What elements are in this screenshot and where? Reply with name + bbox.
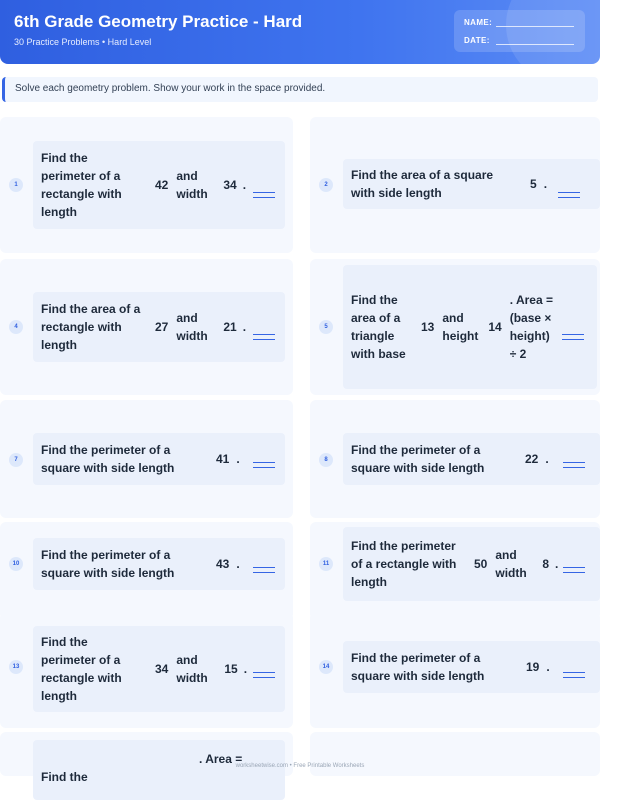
footer-credit: worksheetwise.com • Free Printable Worksheets: [235, 763, 365, 769]
problem-number: 11: [319, 557, 333, 571]
problem-tail: .: [242, 320, 247, 334]
problem-number: 2: [319, 178, 333, 192]
problem-text: Find the perimeter of a rectangle with length: [41, 151, 122, 219]
name-label: NAME:: [464, 18, 493, 27]
worksheet-title: 6th Grade Geometry Practice - Hard: [14, 12, 303, 31]
answer-blank[interactable]: [253, 462, 275, 468]
name-row: [464, 18, 492, 27]
answer-blank[interactable]: [563, 672, 585, 678]
problem-tail: .: [236, 452, 240, 466]
problem-tail: .: [555, 557, 559, 571]
problem-box: [33, 292, 285, 362]
problem-box: [33, 626, 285, 712]
problem-text: Find the perimeter of a square with side length: [351, 443, 485, 475]
problem-box: [343, 159, 600, 209]
answer-blank[interactable]: [558, 192, 580, 198]
problem-mid-text: and width: [176, 653, 208, 685]
problem-tail: .: [545, 452, 549, 466]
problem-box: [343, 265, 597, 389]
problem-card: [0, 259, 293, 395]
date-row: [464, 36, 490, 45]
date-label: DATE:: [464, 36, 490, 45]
problem-number: 14: [319, 660, 333, 674]
problem-text: Find the perimeter of a square with side length: [41, 548, 175, 580]
problem-card: [0, 612, 293, 728]
problem-card-partial: [310, 732, 600, 776]
value-a: 22: [525, 452, 539, 466]
problem-card: [0, 400, 293, 518]
problem-card: [310, 522, 600, 620]
problem-card: [0, 522, 293, 620]
value-b: 14: [488, 320, 502, 334]
value-b: 8: [542, 557, 550, 571]
problem-number: 7: [9, 453, 23, 467]
problem-box: [343, 641, 600, 693]
problem-mid-text: and width: [176, 311, 208, 343]
value-b: 21: [223, 320, 237, 334]
value-a: 42: [155, 178, 169, 192]
problem-card: [310, 400, 600, 518]
problem-mid-text: and height: [442, 311, 479, 343]
problem-number: 13: [9, 660, 23, 674]
answer-blank[interactable]: [563, 567, 585, 573]
problem-text: Find the perimeter of a rectangle with length: [351, 539, 457, 589]
problem-text: Find the: [41, 770, 88, 784]
problem-box: [33, 538, 285, 590]
worksheet-header: [0, 0, 600, 64]
problem-mid-text: and width: [176, 169, 208, 201]
problem-number: 4: [9, 320, 23, 334]
name-line[interactable]: [496, 26, 574, 27]
answer-blank[interactable]: [253, 334, 275, 340]
problem-tail: .: [242, 178, 247, 192]
name-date-box: [454, 10, 585, 52]
problem-number: 8: [319, 453, 333, 467]
problem-tail: .: [236, 557, 240, 571]
instructions-bar: [2, 77, 598, 102]
problem-text: Find the perimeter of a rectangle with length: [41, 635, 122, 703]
problem-text: Find the area of a square with side length: [351, 168, 494, 200]
problem-card: [310, 259, 600, 395]
problem-text: Find the area of a rectangle with length: [41, 302, 141, 352]
value-a: 43: [216, 557, 230, 571]
value-a: 19: [526, 660, 540, 674]
answer-blank[interactable]: [253, 672, 275, 678]
value-a: 13: [421, 320, 435, 334]
problem-tail: .: [243, 662, 248, 676]
instructions-text: Solve each geometry problem. Show your work in the space provided.: [15, 83, 326, 94]
value-b: 15: [224, 662, 238, 676]
problem-box: [33, 433, 285, 485]
problem-mid-text: and width: [495, 548, 527, 580]
problem-text: Find the area of a triangle with base: [351, 293, 406, 361]
value-a: 34: [155, 662, 169, 676]
value-a: 41: [216, 452, 230, 466]
answer-blank[interactable]: [563, 462, 585, 468]
problem-tail: .: [543, 177, 548, 191]
problem-number: 10: [9, 557, 23, 571]
value-a: 27: [155, 320, 169, 334]
worksheet-subtitle: 30 Practice Problems • Hard Level: [14, 37, 152, 47]
problem-text: Find the perimeter of a square with side length: [351, 651, 485, 683]
value-a: 50: [474, 557, 488, 571]
problem-card: [310, 117, 600, 253]
answer-blank[interactable]: [253, 567, 275, 573]
problem-card: [310, 612, 600, 728]
problem-text: Find the perimeter of a square with side length: [41, 443, 175, 475]
answer-blank[interactable]: [253, 192, 275, 198]
problem-box: [33, 141, 285, 229]
problem-tail: . Area = (base × height) ÷ 2: [509, 293, 553, 361]
value-a: 5: [530, 177, 537, 191]
problem-box: [343, 527, 600, 601]
problem-card: [0, 117, 293, 253]
problem-number: 1: [9, 178, 23, 192]
problem-card-partial: [0, 732, 293, 784]
problem-tail: .: [546, 660, 550, 674]
answer-blank[interactable]: [562, 334, 584, 340]
problem-number: 5: [319, 320, 333, 334]
problem-box: [343, 433, 600, 485]
problem-box: [33, 740, 285, 800]
value-b: 34: [223, 178, 237, 192]
date-line[interactable]: [496, 44, 574, 45]
problem-tail: . Area =: [199, 752, 243, 766]
